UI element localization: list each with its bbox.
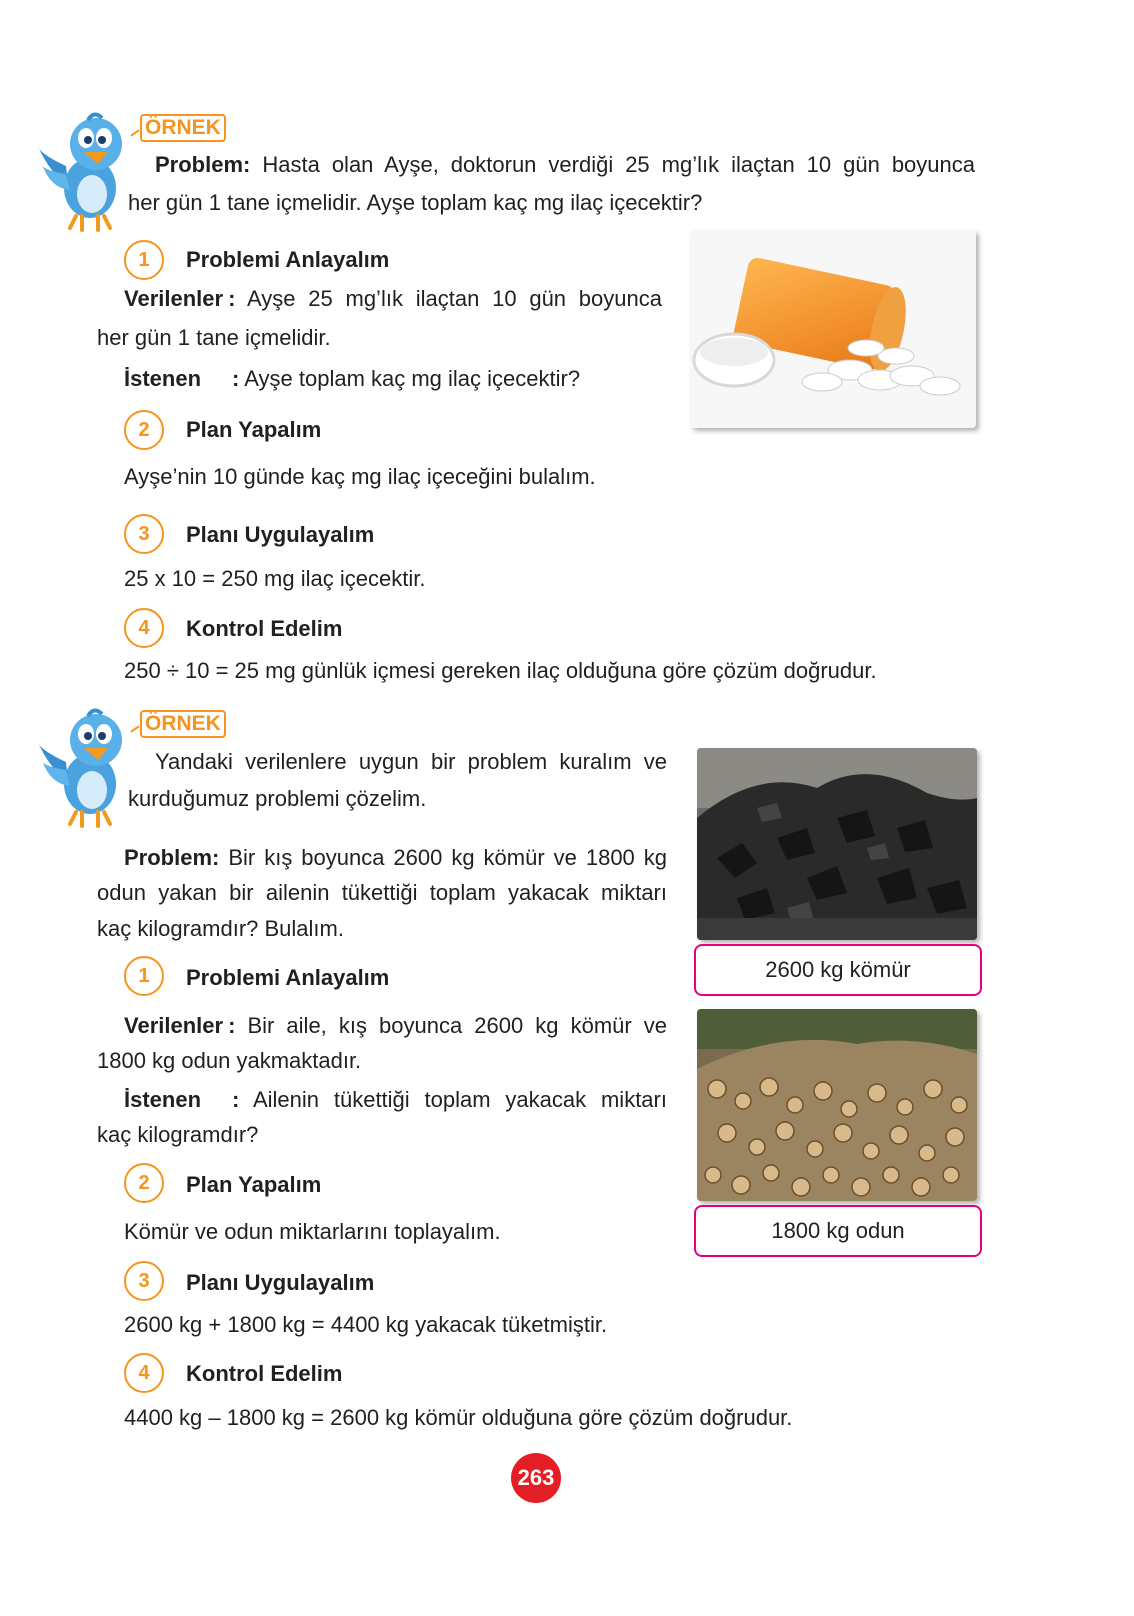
step-4-title: Kontrol Edelim <box>186 1361 343 1386</box>
firewood-pile-icon <box>697 1009 977 1201</box>
ornek-badge: ÖRNEK <box>140 114 226 142</box>
coal-pile-icon <box>697 748 977 940</box>
plan-text: Kömür ve odun miktarlarını toplayalım. <box>124 1219 501 1244</box>
step-3-number: 3 <box>124 514 164 554</box>
check-text: 250 ÷ 10 = 25 mg günlük içmesi gereken ilaç olduğuna göre çözüm doğrudur. <box>124 658 877 683</box>
step-1-title: Problemi Anlayalım <box>186 965 390 990</box>
apply-text: 2600 kg + 1800 kg = 4400 kg yakacak tüketmiştir. <box>124 1312 608 1337</box>
asked-label: İstenen <box>124 1087 202 1112</box>
step-2-number: 2 <box>124 1163 164 1203</box>
given-line-1 <box>124 1013 667 1039</box>
step-2-title: Plan Yapalım <box>186 1172 322 1197</box>
wood-photo <box>697 1009 977 1201</box>
step-3-number: 3 <box>124 1261 164 1301</box>
asked-label: İstenen <box>124 366 202 391</box>
coal-caption: 2600 kg kömür <box>694 944 982 996</box>
coal-photo <box>697 748 977 940</box>
asked-line-1 <box>124 1087 667 1113</box>
page-number: 263 <box>511 1453 561 1503</box>
given-label: Verilenler <box>124 1013 224 1038</box>
asked-line-2: kaç kilogramdır? <box>97 1122 259 1147</box>
apply-text: 25 x 10 = 250 mg ilaç içecektir. <box>124 566 426 591</box>
problem-label: Problem: <box>124 845 220 870</box>
problem-line-3: kaç kilogramdır? Bulalım. <box>97 916 344 941</box>
given-line-2: 1800 kg odun yakmaktadır. <box>97 1048 362 1073</box>
given-text: Ayşe 25 mg’lık ilaçtan 10 gün boyunca <box>246 286 662 311</box>
step-3-title: Planı Uygulayalım <box>186 522 375 547</box>
asked-line <box>124 366 580 392</box>
asked-colon: : <box>232 1087 240 1112</box>
problem-line-2: odun yakan bir ailenin tükettiği toplam yakacak miktarı <box>97 880 667 905</box>
step-3-title: Planı Uygulayalım <box>186 1270 375 1295</box>
asked-colon: : <box>232 366 240 391</box>
step-2-number: 2 <box>124 410 164 450</box>
ornek-badge: ÖRNEK <box>140 710 226 738</box>
step-1-title: Problemi Anlayalım <box>186 247 390 272</box>
bird-mascot-icon <box>36 704 132 828</box>
step-1-number: 1 <box>124 240 164 280</box>
intro-line-2: kurduğumuz problemi çözelim. <box>128 786 427 811</box>
problem-line-2: her gün 1 tane içmelidir. Ayşe toplam kaç mg ilaç içecektir? <box>128 190 703 215</box>
intro-line-1: Yandaki verilenlere uygun bir problem kuralım ve <box>155 749 667 774</box>
step-4-number: 4 <box>124 1353 164 1393</box>
pill-bottle-photo <box>690 230 976 428</box>
asked-text: Ailenin tükettiği toplam yakacak miktarı <box>252 1087 667 1112</box>
given-line-2: her gün 1 tane içmelidir. <box>97 325 331 350</box>
check-text: 4400 kg – 1800 kg = 2600 kg kömür olduğuna göre çözüm doğrudur. <box>124 1405 793 1430</box>
given-text: Bir aile, kış boyunca 2600 kg kömür ve <box>247 1013 667 1038</box>
wood-caption: 1800 kg odun <box>694 1205 982 1257</box>
given-line-1 <box>124 286 662 312</box>
step-4-number: 4 <box>124 608 164 648</box>
problem-line-1 <box>124 845 667 871</box>
pill-bottle-icon <box>690 230 976 428</box>
step-2-title: Plan Yapalım <box>186 417 322 442</box>
problem-line-1 <box>155 152 975 178</box>
given-colon: : <box>228 286 236 311</box>
plan-text: Ayşe’nin 10 günde kaç mg ilaç içeceğini bulalım. <box>124 464 596 489</box>
given-label: Verilenler <box>124 286 224 311</box>
step-4-title: Kontrol Edelim <box>186 616 343 641</box>
step-1-number: 1 <box>124 956 164 996</box>
bird-mascot-icon <box>36 108 132 232</box>
problem-text: Bir kış boyunca 2600 kg kömür ve 1800 kg <box>228 845 667 870</box>
problem-label: Problem: <box>155 152 251 177</box>
asked-text: Ayşe toplam kaç mg ilaç içecektir? <box>244 366 581 391</box>
given-colon: : <box>228 1013 236 1038</box>
problem-text: Hasta olan Ayşe, doktorun verdiği 25 mg’lık ilaçtan 10 gün boyunca <box>262 152 975 177</box>
